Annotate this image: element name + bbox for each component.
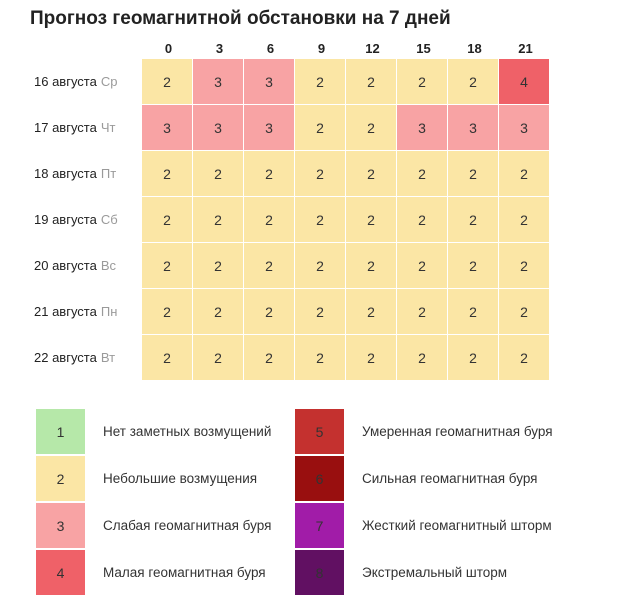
hour-header: 18	[467, 41, 482, 56]
forecast-row	[28, 105, 550, 150]
legend-swatch: 3	[36, 503, 85, 548]
weekday-text: Пт	[100, 166, 117, 181]
weekday-text: Ср	[100, 74, 118, 89]
legend	[36, 409, 596, 599]
legend-swatch: 6	[295, 456, 344, 501]
weekday-text: Сб	[100, 212, 118, 227]
date-text: 20 августа	[34, 258, 97, 273]
legend-label: Умеренная геомагнитная буря	[362, 424, 553, 439]
kp-cell: 2	[448, 335, 498, 380]
kp-cell: 2	[397, 335, 447, 380]
row-date-label	[28, 243, 142, 288]
legend-item	[36, 550, 271, 595]
kp-cell: 4	[499, 59, 549, 104]
forecast-row	[28, 197, 550, 242]
kp-cell: 2	[346, 105, 396, 150]
weekday-text: Чт	[100, 120, 116, 135]
kp-cell: 2	[448, 243, 498, 288]
legend-label: Экстремальный шторм	[362, 565, 508, 580]
kp-cell: 2	[193, 197, 243, 242]
forecast-row	[28, 59, 550, 104]
date-text: 16 августа	[34, 74, 97, 89]
kp-cell: 2	[448, 197, 498, 242]
kp-cell: 2	[397, 197, 447, 242]
kp-cell: 2	[448, 151, 498, 196]
forecast-row	[28, 289, 550, 334]
kp-cell: 2	[295, 105, 345, 150]
kp-cell: 3	[193, 105, 243, 150]
kp-cell: 2	[244, 197, 294, 242]
legend-column	[36, 409, 271, 597]
row-date-label	[28, 105, 142, 150]
kp-cell: 2	[193, 289, 243, 334]
kp-cell: 3	[244, 105, 294, 150]
legend-label: Малая геомагнитная буря	[103, 565, 266, 580]
kp-cell: 2	[244, 243, 294, 288]
date-text: 21 августа	[34, 304, 97, 319]
legend-item	[295, 503, 553, 548]
kp-cell: 2	[346, 197, 396, 242]
legend-item	[295, 409, 553, 454]
forecast-table	[28, 59, 550, 381]
hour-header: 9	[317, 41, 326, 56]
date-text: 22 августа	[34, 350, 97, 365]
kp-cell: 2	[193, 335, 243, 380]
kp-cell: 2	[142, 59, 192, 104]
kp-cell: 2	[499, 335, 549, 380]
legend-item	[36, 503, 271, 548]
date-text: 19 августа	[34, 212, 97, 227]
kp-cell: 2	[295, 151, 345, 196]
kp-cell: 2	[448, 59, 498, 104]
hour-header: 12	[365, 41, 380, 56]
legend-swatch: 1	[36, 409, 85, 454]
kp-cell: 2	[142, 197, 192, 242]
kp-cell: 2	[244, 289, 294, 334]
kp-cell: 3	[193, 59, 243, 104]
forecast-row	[28, 335, 550, 380]
kp-cell: 2	[499, 289, 549, 334]
weekday-text: Вт	[100, 350, 116, 365]
legend-swatch: 8	[295, 550, 344, 595]
kp-cell: 2	[193, 243, 243, 288]
hour-header: 3	[215, 41, 224, 56]
legend-item	[295, 550, 553, 595]
date-text: 18 августа	[34, 166, 97, 181]
kp-cell: 2	[346, 59, 396, 104]
kp-cell: 3	[244, 59, 294, 104]
legend-label: Небольшие возмущения	[103, 471, 258, 486]
kp-cell: 2	[295, 59, 345, 104]
legend-item	[36, 409, 271, 454]
kp-cell: 2	[397, 289, 447, 334]
legend-swatch: 7	[295, 503, 344, 548]
legend-swatch: 5	[295, 409, 344, 454]
kp-cell: 2	[295, 243, 345, 288]
weekday-text: Вс	[100, 258, 117, 273]
kp-cell: 2	[193, 151, 243, 196]
kp-cell: 2	[346, 289, 396, 334]
kp-cell: 3	[448, 105, 498, 150]
row-date-label	[28, 289, 142, 334]
legend-item	[36, 456, 271, 501]
legend-label: Сильная геомагнитная буря	[362, 471, 538, 486]
kp-cell: 2	[142, 289, 192, 334]
kp-cell: 3	[397, 105, 447, 150]
kp-cell: 2	[397, 243, 447, 288]
kp-cell: 3	[142, 105, 192, 150]
legend-swatch: 4	[36, 550, 85, 595]
forecast-row	[28, 243, 550, 288]
kp-cell: 2	[346, 243, 396, 288]
kp-cell: 3	[499, 105, 549, 150]
kp-cell: 2	[295, 197, 345, 242]
kp-cell: 2	[244, 151, 294, 196]
hour-header: 0	[164, 41, 173, 56]
kp-cell: 2	[244, 335, 294, 380]
hour-header: 21	[518, 41, 533, 56]
kp-cell: 2	[295, 335, 345, 380]
kp-cell: 2	[397, 151, 447, 196]
legend-label: Слабая геомагнитная буря	[103, 518, 272, 533]
kp-cell: 2	[448, 289, 498, 334]
kp-cell: 2	[142, 335, 192, 380]
kp-cell: 2	[499, 197, 549, 242]
weekday-text: Пн	[100, 304, 118, 319]
legend-item	[295, 456, 553, 501]
row-date-label	[28, 197, 142, 242]
legend-label: Жесткий геомагнитный шторм	[362, 518, 552, 533]
kp-cell: 2	[142, 151, 192, 196]
hour-header-row	[143, 41, 551, 56]
hour-header: 15	[416, 41, 431, 56]
kp-cell: 2	[397, 59, 447, 104]
kp-cell: 2	[142, 243, 192, 288]
row-date-label	[28, 151, 142, 196]
kp-cell: 2	[499, 243, 549, 288]
forecast-row	[28, 151, 550, 196]
hour-header: 6	[266, 41, 275, 56]
date-text: 17 августа	[34, 120, 97, 135]
legend-label: Нет заметных возмущений	[103, 424, 272, 439]
kp-cell: 2	[499, 151, 549, 196]
kp-cell: 2	[346, 151, 396, 196]
kp-cell: 2	[346, 335, 396, 380]
legend-column	[295, 409, 553, 597]
row-date-label	[28, 59, 142, 104]
row-date-label	[28, 335, 142, 380]
legend-swatch: 2	[36, 456, 85, 501]
kp-cell: 2	[295, 289, 345, 334]
page-title: Прогноз геомагнитной обстановки на 7 дней	[30, 8, 451, 29]
